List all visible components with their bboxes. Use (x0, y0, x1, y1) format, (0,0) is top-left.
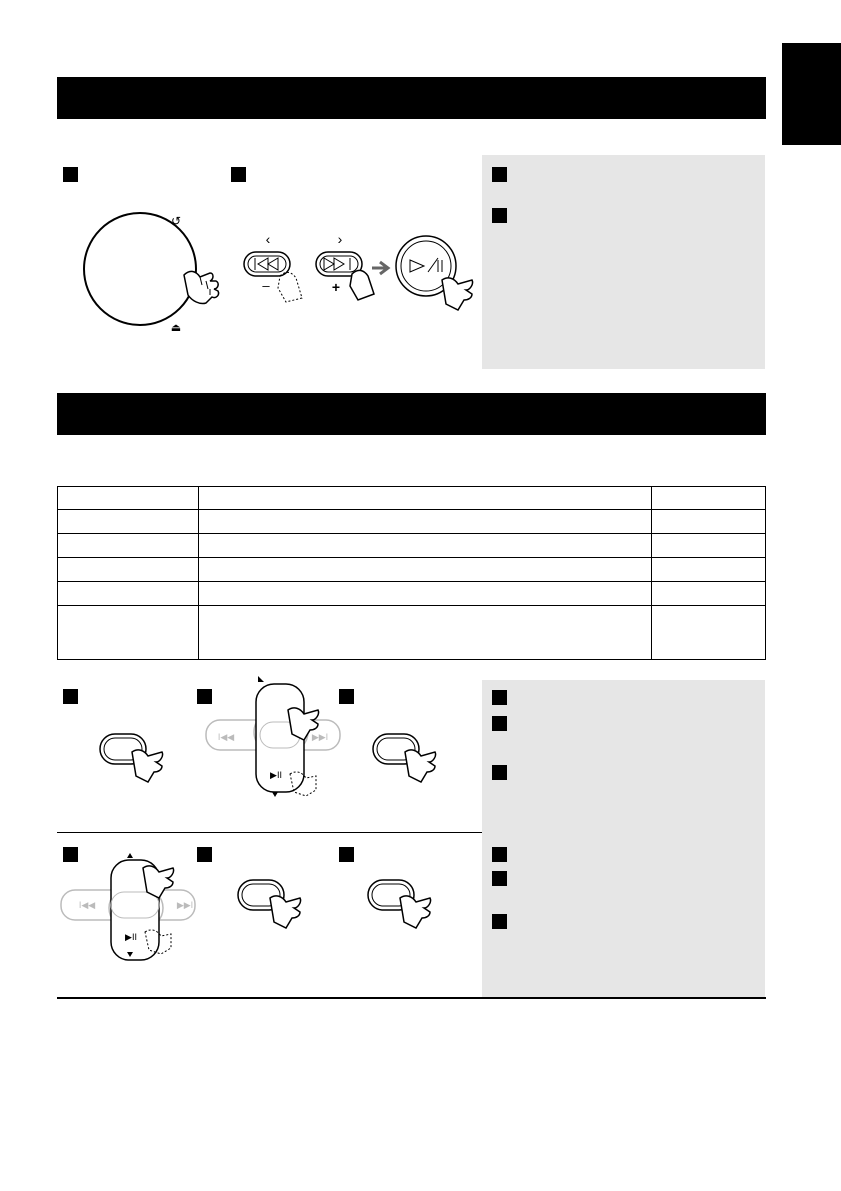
next-arrow: › (337, 231, 343, 247)
step-marker (339, 847, 354, 862)
table-cell (58, 558, 199, 582)
step-marker (492, 208, 507, 223)
dpad-icon (198, 676, 348, 800)
table-cell (652, 582, 766, 606)
section2-note-panel (482, 680, 765, 997)
step-marker (492, 914, 507, 929)
svg-text:I◀◀: I◀◀ (78, 900, 96, 910)
table-row (58, 582, 766, 606)
table-cell (652, 487, 766, 510)
minus-label: – (262, 278, 270, 293)
step-marker (492, 716, 507, 731)
bottom-rule (57, 997, 766, 999)
divider (57, 832, 482, 833)
step-marker (492, 871, 507, 886)
hand-press-icon (132, 750, 163, 782)
dpad-play-pause-label: ▶II (125, 932, 137, 942)
step-marker (63, 689, 78, 704)
table-cell (652, 534, 766, 558)
hand-press-icon (400, 896, 431, 928)
step-marker (231, 167, 246, 182)
table-cell (58, 606, 199, 660)
table-cell (199, 534, 652, 558)
info-table (57, 486, 766, 660)
table-row (58, 487, 766, 510)
table-cell (58, 487, 199, 510)
svg-text:▶▶I: ▶▶I (176, 900, 194, 910)
table-cell (652, 558, 766, 582)
hand-press-icon (405, 750, 436, 782)
oval-button-icon (364, 876, 444, 936)
table-cell (199, 606, 652, 660)
table-row (58, 510, 766, 534)
hand-press-icon (350, 270, 374, 300)
svg-text:▶▶I: ▶▶I (311, 732, 329, 742)
dial-top-symbol: ↺ (170, 214, 182, 228)
svg-text:I◀◀: I◀◀ (217, 732, 235, 742)
hand-press-icon (184, 271, 219, 303)
step-marker (492, 765, 507, 780)
table-cell (199, 510, 652, 534)
table-row (58, 534, 766, 558)
section2-header-bar (57, 393, 766, 435)
arrow-right-icon (372, 262, 388, 274)
hand-press-icon (270, 896, 301, 928)
table-cell (652, 606, 766, 660)
table-cell (199, 487, 652, 510)
oval-button-icon (234, 876, 314, 936)
table-cell (199, 582, 652, 606)
table-cell (58, 582, 199, 606)
table-cell (199, 558, 652, 582)
table-row (58, 558, 766, 582)
dial-icon (80, 205, 230, 340)
step-marker (492, 167, 507, 182)
prev-arrow: ‹ (265, 231, 271, 247)
section1-header-bar (57, 77, 766, 119)
plus-label: + (331, 279, 341, 295)
skip-buttons-illustration (238, 228, 478, 318)
section1-note-panel (482, 155, 765, 369)
table-row (58, 606, 766, 660)
dpad-icon (53, 852, 203, 976)
table-cell (58, 534, 199, 558)
dial-bottom-symbol: ⏏ (170, 322, 182, 334)
oval-button-icon (96, 730, 176, 790)
side-tab (782, 43, 841, 145)
dpad-play-pause-label: ▶II (270, 770, 282, 780)
table-cell (58, 510, 199, 534)
step-marker (492, 690, 507, 705)
step-marker (492, 847, 507, 862)
step-marker (63, 167, 78, 182)
oval-button-icon (369, 730, 449, 790)
hand-press-icon (442, 278, 473, 310)
table-cell (652, 510, 766, 534)
hand-press-dotted-icon (278, 272, 302, 302)
